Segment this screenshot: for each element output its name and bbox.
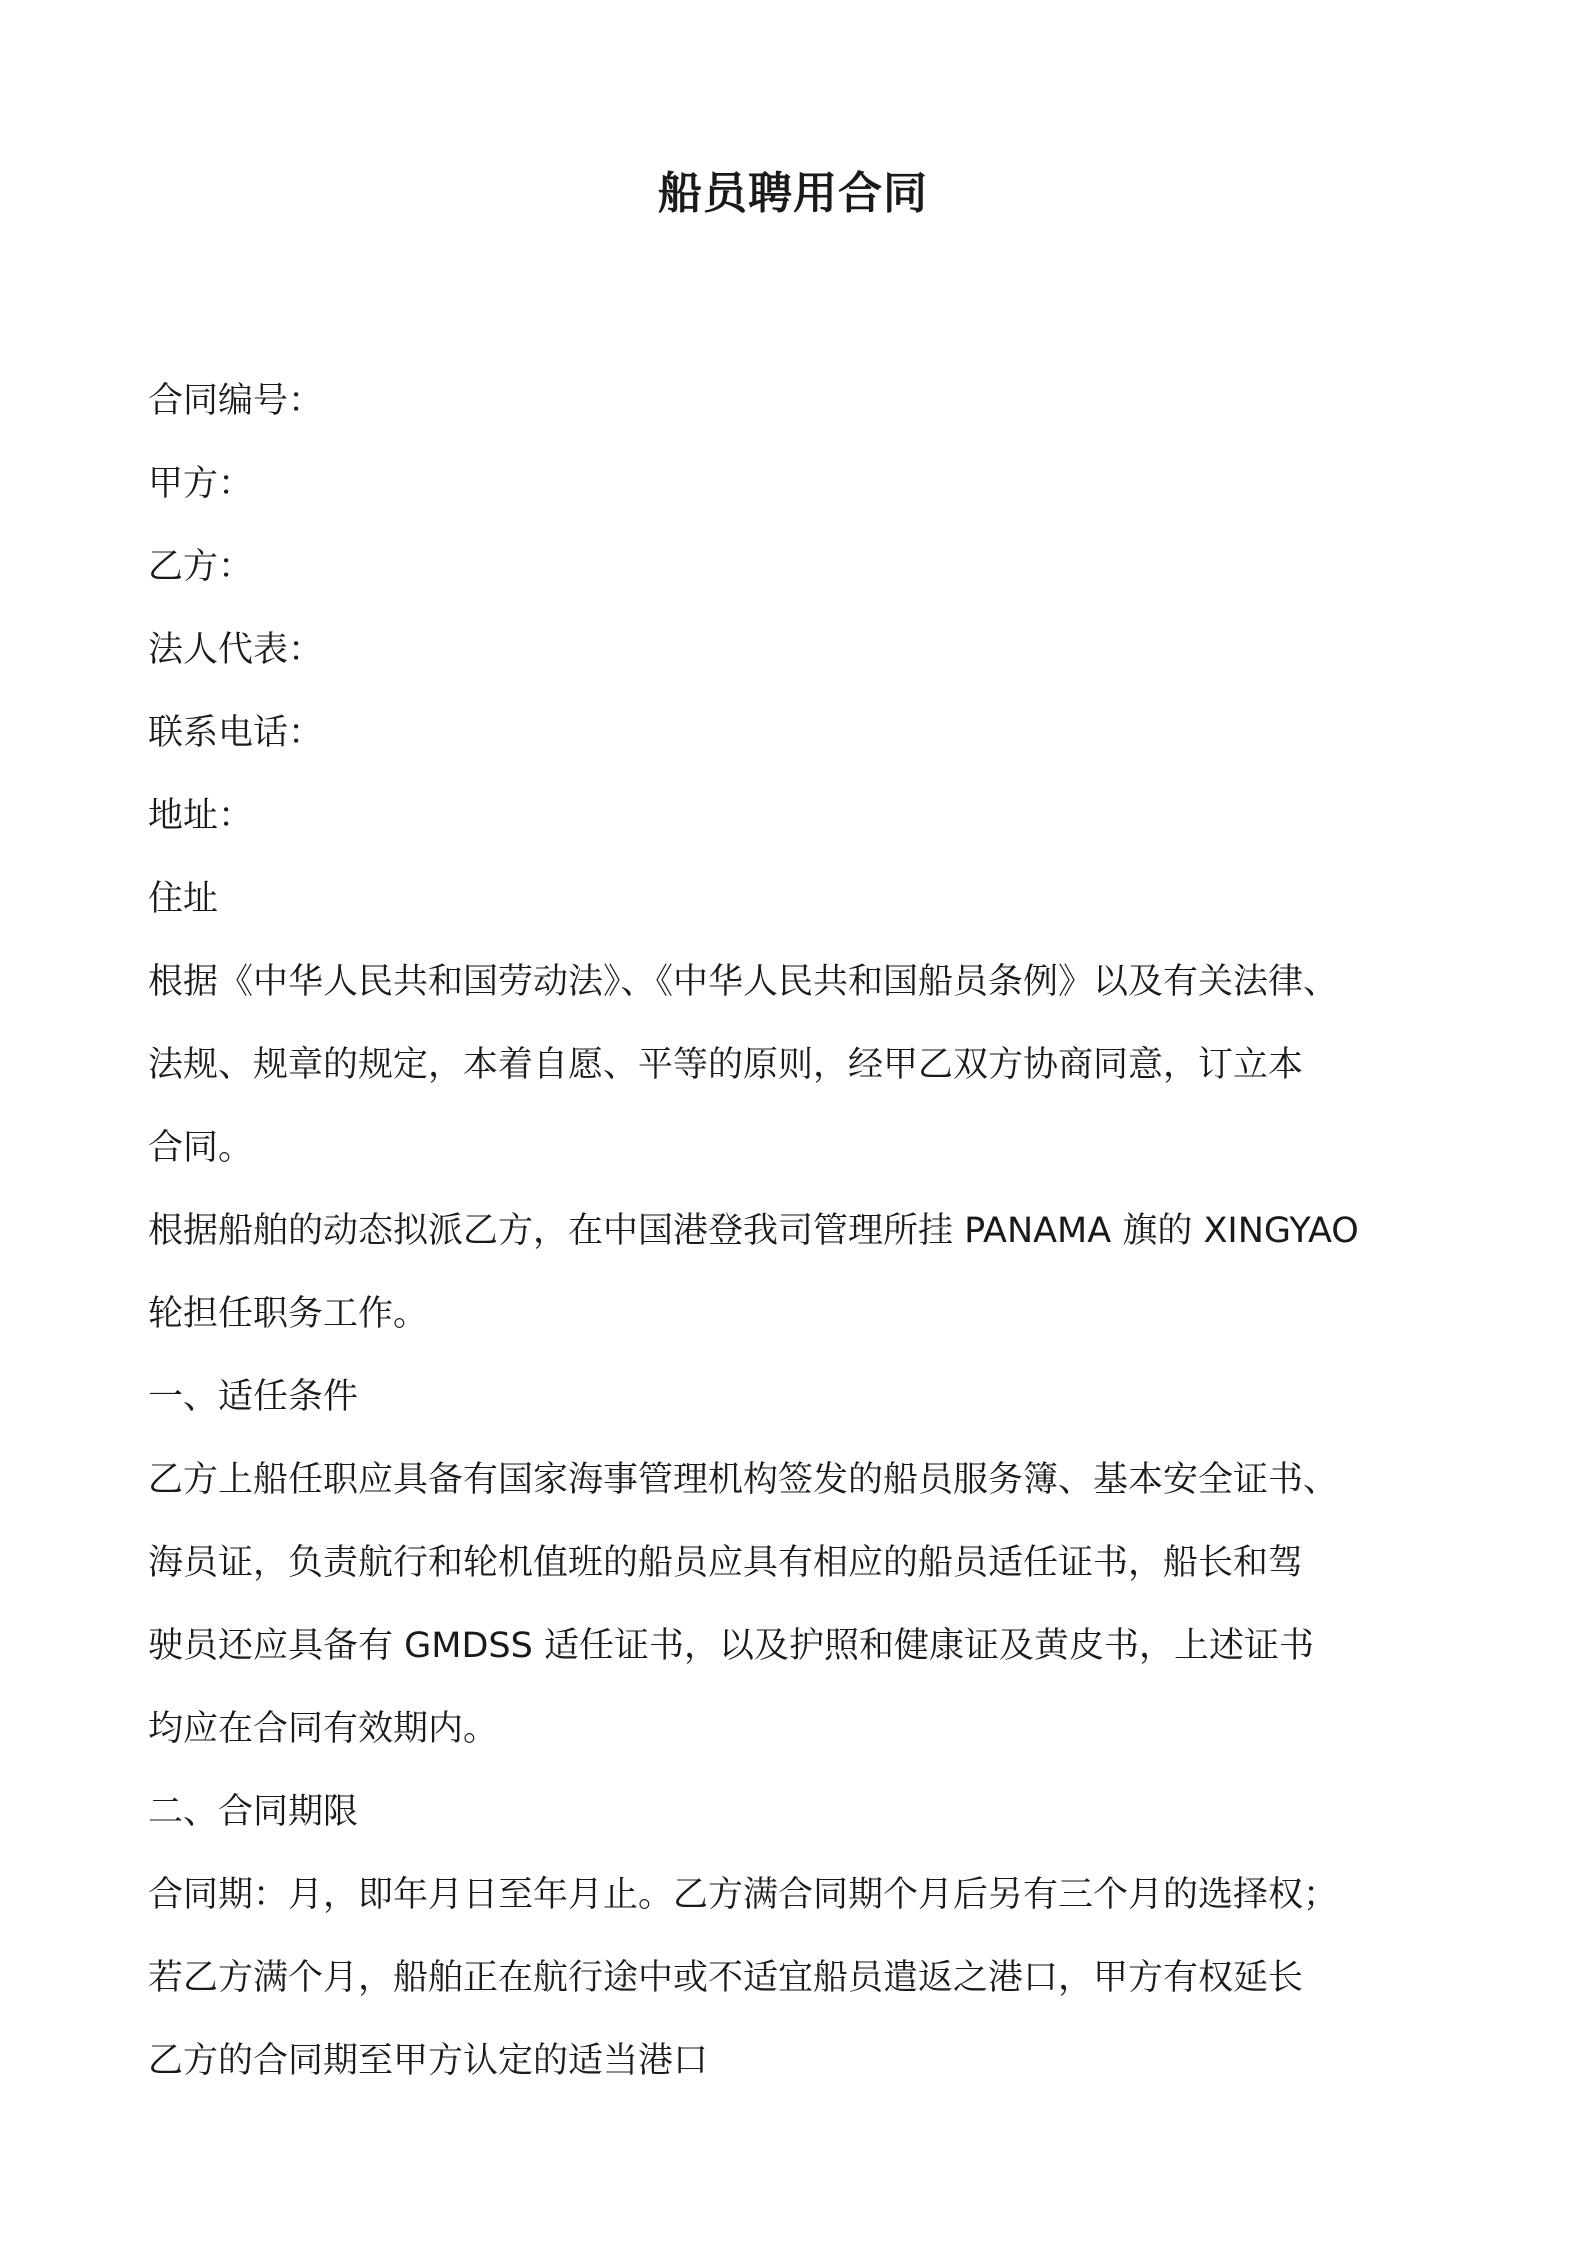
- intro-line: 根据《中华人民共和国劳动法》、《中华人民共和国船员条例》以及有关法律、: [148, 962, 1339, 1002]
- field-residence: 住址: [148, 879, 219, 919]
- field-party-b: 乙方：: [148, 547, 254, 587]
- field-party-a: 甲方：: [148, 464, 254, 504]
- field-contract-number: 合同编号：: [148, 381, 324, 421]
- intro-paragraph: [148, 941, 1408, 1190]
- qualification-paragraph: [148, 1439, 1408, 1771]
- term-paragraph: [148, 1854, 1408, 2103]
- qualification-line: 海员证，负责航行和轮机值班的船员应具有相应的船员适任证书，船长和驾: [148, 1543, 1304, 1583]
- qualification-line: 驶员还应具备有 GMDSS 适任证书，以及护照和健康证及黄皮书，上述证书: [148, 1626, 1314, 1666]
- intro-line: 法规、规章的规定，本着自愿、平等的原则，经甲乙双方协商同意，订立本: [148, 1045, 1304, 1085]
- section-heading-term: 二、合同期限: [148, 1792, 359, 1832]
- document-title: 船员聘用合同: [658, 168, 928, 219]
- section-heading-qualification: 一、适任条件: [148, 1377, 359, 1417]
- term-line: 合同期：月，即年月日至年月止。乙方满合同期个月后另有三个月的选择权；: [148, 1875, 1339, 1915]
- assignment-paragraph: [148, 1190, 1408, 1356]
- assignment-line: 轮担任职务工作。: [148, 1294, 429, 1334]
- intro-line: 合同。: [148, 1128, 254, 1168]
- field-address: 地址：: [148, 796, 254, 836]
- field-legal-representative: 法人代表：: [148, 630, 324, 670]
- qualification-line: 乙方上船任职应具备有国家海事管理机构签发的船员服务簿、基本安全证书、: [148, 1460, 1339, 1500]
- qualification-line: 均应在合同有效期内。: [148, 1709, 499, 1749]
- assignment-line: 根据船舶的动态拟派乙方，在中国港登我司管理所挂 PANAMA 旗的 XINGYAO: [148, 1211, 1359, 1251]
- field-phone: 联系电话：: [148, 713, 324, 753]
- term-line: 乙方的合同期至甲方认定的适当港口: [148, 2041, 709, 2081]
- term-line: 若乙方满个月，船舶正在航行途中或不适宜船员遣返之港口，甲方有权延长: [148, 1958, 1304, 1998]
- document-body: [148, 360, 1408, 2103]
